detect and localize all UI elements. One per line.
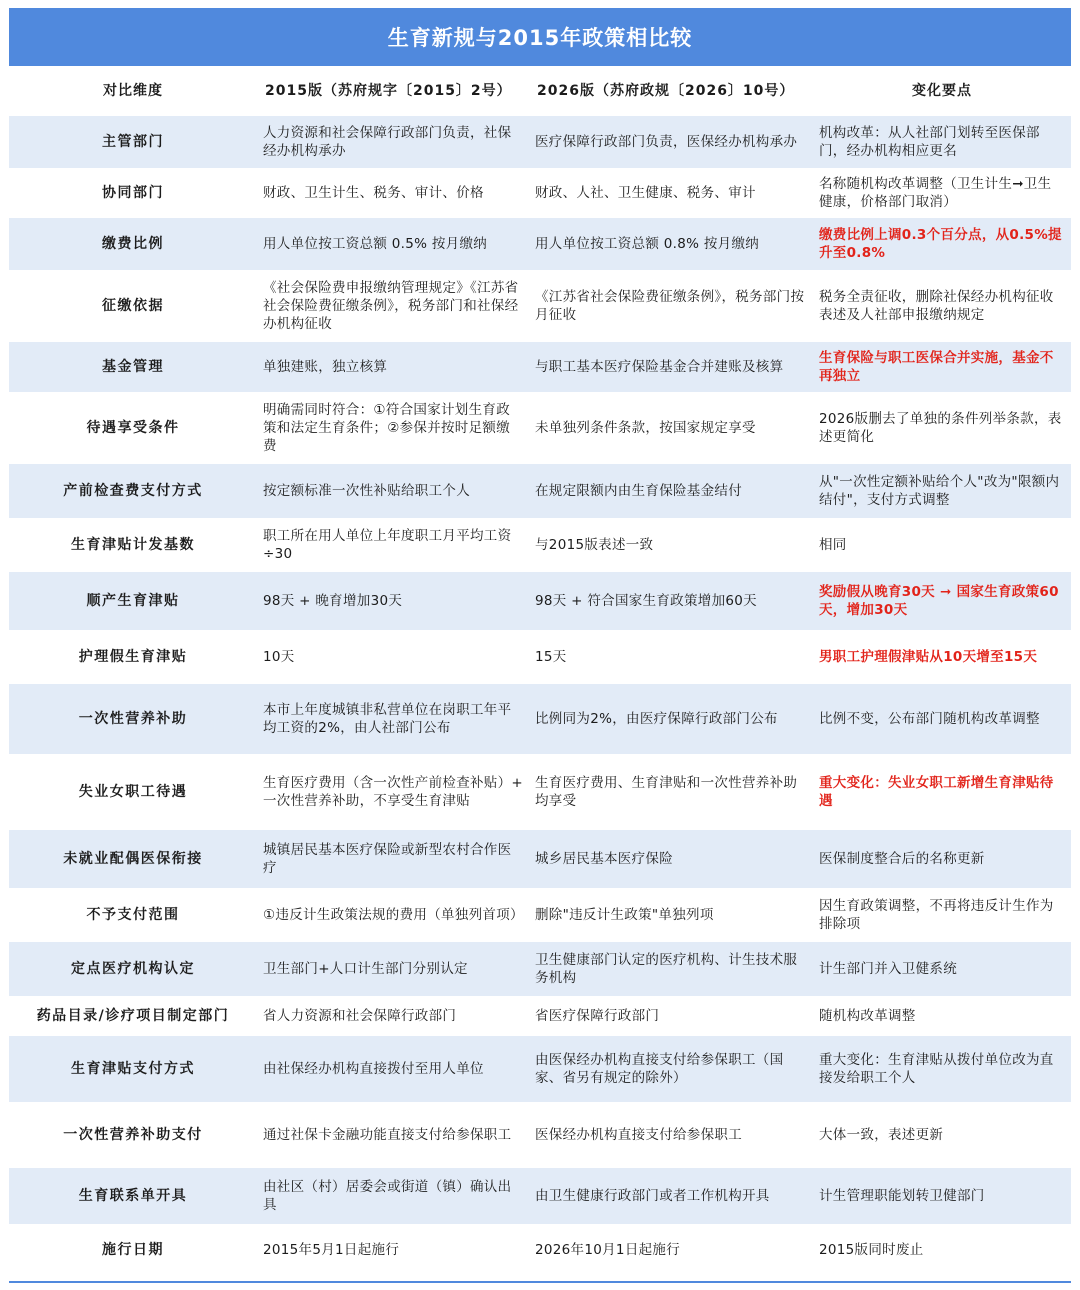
table-row <box>9 996 1071 1036</box>
row-2026-value: 用人单位按工资总额 0.8% 按月缴纳 <box>529 218 813 270</box>
row-2015-value: 由社保经办机构直接拨付至用人单位 <box>257 1036 529 1102</box>
row-2015-value: 明确需同时符合：①符合国家计划生育政策和法定生育条件；②参保并按时足额缴费 <box>263 402 511 454</box>
row-dimension: 药品目录/诊疗项目制定部门 <box>36 1008 230 1024</box>
row-2026-value: 城乡居民基本医疗保险 <box>529 830 813 888</box>
row-dimension: 顺产生育津贴 <box>9 572 257 630</box>
table-row <box>9 518 1071 572</box>
row-2026-value: 98天 + 符合国家生育政策增加60天 <box>529 572 813 630</box>
table-row <box>9 464 1071 518</box>
table-row <box>9 270 1071 342</box>
row-2026-value: 15天 <box>535 649 567 665</box>
row-change-point: 重大变化：失业女职工新增生育津贴待遇 <box>819 775 1054 809</box>
row-change-point: 因生育政策调整，不再将违反计生作为排除项 <box>819 898 1054 932</box>
row-dimension: 不予支付范围 <box>86 907 180 923</box>
row-2026-value: 财政、人社、卫生健康、税务、审计 <box>535 185 756 201</box>
row-2015-value: 职工所在用人单位上年度职工月平均工资÷30 <box>263 528 512 562</box>
row-change-point: 随机构改革调整 <box>819 1008 916 1024</box>
row-2026-value: 《江苏省社会保险费征缴条例》，税务部门按月征收 <box>535 289 805 323</box>
row-2026-value: 由医保经办机构直接支付给参保职工（国家、省另有规定的除外） <box>529 1036 813 1102</box>
row-2015-value: 98天 + 晚育增加30天 <box>257 572 529 630</box>
row-2015-value: 城镇居民基本医疗保险或新型农村合作医疗 <box>257 830 529 888</box>
row-2015-value: 本市上年度城镇非私营单位在岗职工年平均工资的2%，由人社部门公布 <box>257 684 529 754</box>
table-row <box>9 942 1071 996</box>
table-row <box>9 630 1071 684</box>
table-row <box>9 168 1071 218</box>
row-dimension: 施行日期 <box>102 1242 164 1258</box>
row-dimension: 未就业配偶医保衔接 <box>9 830 257 888</box>
row-2015-value: 用人单位按工资总额 0.5% 按月缴纳 <box>257 218 529 270</box>
row-2015-value: 《社会保险费申报缴纳管理规定》《江苏省社会保险费征缴条例》，税务部门和社保经办机构征收 <box>263 280 519 332</box>
table-row <box>9 116 1071 168</box>
row-change-point: 重大变化：生育津贴从拨付单位改为直接发给职工个人 <box>813 1036 1071 1102</box>
table-row <box>9 754 1071 830</box>
row-dimension: 产前检查费支付方式 <box>9 464 257 518</box>
row-2015-value: 人力资源和社会保障行政部门负责，社保经办机构承办 <box>257 116 529 168</box>
row-2026-value: 与2015版表述一致 <box>535 537 654 553</box>
row-2026-value: 由卫生健康行政部门或者工作机构开具 <box>529 1168 813 1224</box>
row-change-point: 奖励假从晚育30天 ➞ 国家生育政策60天，增加30天 <box>813 572 1071 630</box>
row-2015-value: 通过社保卡金融功能直接支付给参保职工 <box>263 1127 512 1143</box>
table-row <box>9 1102 1071 1168</box>
row-change-point: 2026版删去了单独的条件列举条款，表述更简化 <box>819 411 1062 445</box>
row-change-point: 缴费比例上调0.3个百分点，从0.5%提升至0.8% <box>813 218 1071 270</box>
row-change-point: 税务全责征收，删除社保经办机构征收表述及人社部申报缴纳规定 <box>819 289 1054 323</box>
row-2015-value: 省人力资源和社会保障行政部门 <box>263 1008 457 1024</box>
bottom-divider <box>9 1281 1071 1283</box>
table-row <box>9 888 1071 942</box>
table-row <box>9 392 1071 464</box>
row-2026-value: 与职工基本医疗保险基金合并建账及核算 <box>529 342 813 392</box>
header-2015: 2015版（苏府规字〔2015〕2号） <box>265 83 512 99</box>
row-dimension: 缴费比例 <box>9 218 257 270</box>
row-2015-value: 卫生部门+人口计生部门分别认定 <box>257 942 529 996</box>
row-2026-value: 2026年10月1日起施行 <box>535 1242 681 1258</box>
row-change-point: 大体一致，表述更新 <box>819 1127 944 1143</box>
row-change-point: 机构改革：从人社部门划转至医保部门，经办机构相应更名 <box>813 116 1071 168</box>
row-dimension: 征缴依据 <box>102 298 164 314</box>
table-row <box>9 218 1071 270</box>
row-dimension: 护理假生育津贴 <box>78 649 188 665</box>
table-row <box>9 1168 1071 1224</box>
table-row <box>9 342 1071 392</box>
row-2026-value: 未单独列条件条款，按国家规定享受 <box>535 420 756 436</box>
row-2026-value: 生育医疗费用、生育津贴和一次性营养补助均享受 <box>535 775 798 809</box>
row-change-point: 相同 <box>819 537 847 553</box>
row-2026-value: 省医疗保障行政部门 <box>535 1008 660 1024</box>
row-2015-value: 生育医疗费用（含一次性产前检查补贴）+ 一次性营养补助，不享受生育津贴 <box>263 775 524 809</box>
row-dimension: 主管部门 <box>9 116 257 168</box>
row-dimension: 生育津贴支付方式 <box>9 1036 257 1102</box>
row-2015-value: 按定额标准一次性补贴给职工个人 <box>257 464 529 518</box>
row-change-point: 男职工护理假津贴从10天增至15天 <box>819 649 1038 665</box>
table-row <box>9 684 1071 754</box>
row-2026-value: 医保经办机构直接支付给参保职工 <box>535 1127 742 1143</box>
row-dimension: 协同部门 <box>102 185 164 201</box>
row-2026-value: 比例同为2%，由医疗保障行政部门公布 <box>529 684 813 754</box>
row-2015-value: 财政、卫生计生、税务、审计、价格 <box>263 185 484 201</box>
row-dimension: 一次性营养补助支付 <box>63 1127 203 1143</box>
row-2026-value: 在规定限额内由生育保险基金结付 <box>529 464 813 518</box>
row-2026-value: 卫生健康部门认定的医疗机构、计生技术服务机构 <box>529 942 813 996</box>
row-dimension: 待遇享受条件 <box>86 420 180 436</box>
row-dimension: 失业女职工待遇 <box>78 784 188 800</box>
row-change-point: 2015版同时废止 <box>819 1242 924 1258</box>
row-2015-value: 2015年5月1日起施行 <box>263 1242 400 1258</box>
row-2015-value: 单独建账，独立核算 <box>257 342 529 392</box>
row-change-point: 名称随机构改革调整（卫生计生➞卫生健康，价格部门取消） <box>819 176 1052 210</box>
table-row <box>9 1036 1071 1102</box>
row-dimension: 生育津贴计发基数 <box>71 537 195 553</box>
header-2026: 2026版（苏府政规〔2026〕10号） <box>537 83 795 99</box>
row-2015-value: ①违反计生政策法规的费用（单独列首项） <box>263 907 524 923</box>
row-change-point: 生育保险与职工医保合并实施，基金不再独立 <box>813 342 1071 392</box>
table-row <box>9 1224 1071 1276</box>
table-row <box>9 572 1071 630</box>
table-title: 生育新规与2015年政策相比较 <box>9 8 1071 66</box>
row-2026-value: 医疗保障行政部门负责，医保经办机构承办 <box>529 116 813 168</box>
row-change-point: 计生管理职能划转卫健部门 <box>813 1168 1071 1224</box>
row-change-point: 医保制度整合后的名称更新 <box>813 830 1071 888</box>
header-row <box>9 66 1071 116</box>
table-row <box>9 830 1071 888</box>
comparison-table <box>9 66 1071 1276</box>
row-change-point: 计生部门并入卫健系统 <box>813 942 1071 996</box>
header-dimension: 对比维度 <box>103 83 163 99</box>
row-2026-value: 删除"违反计生政策"单独列项 <box>535 907 714 923</box>
row-dimension: 定点医疗机构认定 <box>9 942 257 996</box>
row-change-point: 从"一次性定额补贴给个人"改为"限额内结付"，支付方式调整 <box>813 464 1071 518</box>
header-change: 变化要点 <box>912 83 972 99</box>
row-2015-value: 10天 <box>263 649 295 665</box>
row-dimension: 基金管理 <box>9 342 257 392</box>
row-change-point: 比例不变，公布部门随机构改革调整 <box>813 684 1071 754</box>
row-dimension: 一次性营养补助 <box>9 684 257 754</box>
row-2015-value: 由社区（村）居委会或街道（镇）确认出具 <box>257 1168 529 1224</box>
row-dimension: 生育联系单开具 <box>9 1168 257 1224</box>
